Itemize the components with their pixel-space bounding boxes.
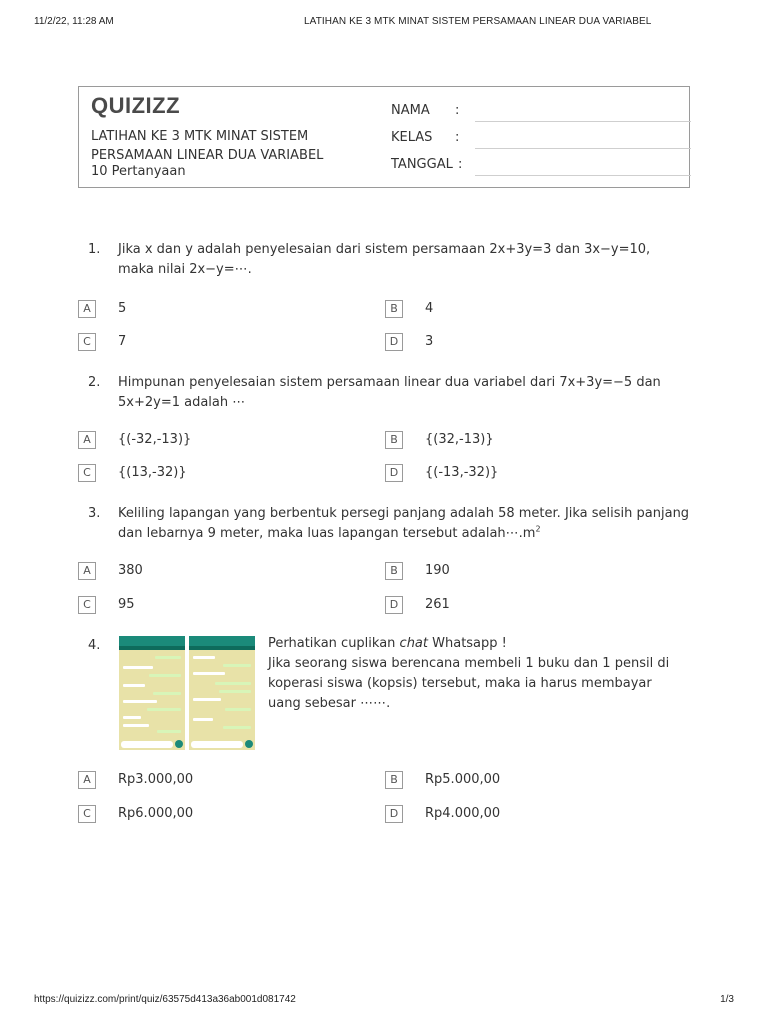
option-value: 95 <box>118 597 135 612</box>
option-c[interactable] <box>78 805 378 825</box>
option-letter: A <box>78 300 96 318</box>
quiz-title: LATIHAN KE 3 MTK MINAT SISTEM PERSAMAAN LINEAR DUA VARIABEL <box>91 129 324 163</box>
print-url: https://quizizz.com/print/quiz/63575d413a36ab001d081742 <box>34 994 296 1005</box>
question-text: Jika x dan y adalah penyelesaian dari sistem persamaan 2x+3y=3 dan 3x−y=10, maka nilai 2x−y=⋯. <box>118 242 651 277</box>
option-value: {(32,-13)} <box>425 432 494 447</box>
option-value: Rp6.000,00 <box>118 806 194 821</box>
question-number: 2. <box>88 375 101 390</box>
option-letter: A <box>78 431 96 449</box>
print-title: LATIHAN KE 3 MTK MINAT SISTEM PERSAMAAN LINEAR DUA VARIABEL <box>304 16 652 27</box>
option-b[interactable] <box>385 771 685 791</box>
option-letter: C <box>78 596 96 614</box>
option-value: 5 <box>118 301 127 316</box>
option-letter: C <box>78 464 96 482</box>
superscript: 2 <box>535 524 541 534</box>
question-text: Himpunan penyelesaian sistem persamaan linear dua variabel dari 7x+3y=−5 dan 5x+2y=1 adalah ⋯ <box>118 375 661 410</box>
date-line <box>475 175 691 176</box>
send-icon <box>245 740 253 748</box>
option-a[interactable] <box>78 562 378 582</box>
option-d[interactable] <box>385 464 685 484</box>
option-value: Rp3.000,00 <box>118 772 194 787</box>
option-letter: D <box>385 596 403 614</box>
date-field <box>391 157 463 172</box>
quizizz-logo: QUIZIZZ <box>91 93 181 118</box>
class-label: KELAS <box>391 130 433 145</box>
date-label: TANGGAL <box>391 157 453 172</box>
class-field <box>391 130 460 145</box>
option-value: 261 <box>425 597 450 612</box>
option-c[interactable] <box>78 464 378 484</box>
name-colon: : <box>455 103 460 118</box>
page-number: 1/3 <box>720 994 734 1005</box>
option-letter: B <box>385 771 403 789</box>
option-b[interactable] <box>385 431 685 451</box>
whatsapp-chat-screenshot <box>119 636 255 750</box>
option-d[interactable] <box>385 333 685 353</box>
option-letter: C <box>78 333 96 351</box>
option-value: Rp4.000,00 <box>425 806 501 821</box>
option-letter: B <box>385 300 403 318</box>
option-a[interactable] <box>78 300 378 320</box>
quiz-header-box <box>78 86 690 188</box>
option-value: {(-32,-13)} <box>118 432 192 447</box>
class-colon: : <box>455 130 460 145</box>
option-letter: C <box>78 805 96 823</box>
date-colon: : <box>458 157 463 172</box>
option-letter: B <box>385 562 403 580</box>
option-value: 4 <box>425 301 434 316</box>
option-value: 7 <box>118 334 127 349</box>
option-a[interactable] <box>78 771 378 791</box>
option-b[interactable] <box>385 562 685 582</box>
option-letter: D <box>385 464 403 482</box>
option-value: 3 <box>425 334 434 349</box>
option-letter: D <box>385 805 403 823</box>
option-letter: A <box>78 771 96 789</box>
chat-phone-right <box>189 636 255 750</box>
send-icon <box>175 740 183 748</box>
chat-phone-left <box>119 636 185 750</box>
option-letter: D <box>385 333 403 351</box>
option-b[interactable] <box>385 300 685 320</box>
option-c[interactable] <box>78 596 378 616</box>
question-number: 3. <box>88 506 101 521</box>
name-field <box>391 103 460 118</box>
question-count: 10 Pertanyaan <box>91 164 186 179</box>
option-value: {(-13,-32)} <box>425 465 499 480</box>
text-emphasis: chat <box>399 636 428 651</box>
option-d[interactable] <box>385 596 685 616</box>
option-c[interactable] <box>78 333 378 353</box>
option-a[interactable] <box>78 431 378 451</box>
question-number: 1. <box>88 242 101 257</box>
option-letter: B <box>385 431 403 449</box>
option-value: 190 <box>425 563 450 578</box>
text-part: Perhatikan cuplikan <box>268 636 400 651</box>
option-d[interactable] <box>385 805 685 825</box>
question-text-wrap <box>118 504 690 544</box>
name-label: NAMA <box>391 103 430 118</box>
print-datetime: 11/2/22, 11:28 AM <box>34 16 114 27</box>
option-value: {(13,-32)} <box>118 465 187 480</box>
option-letter: A <box>78 562 96 580</box>
name-line <box>475 121 691 122</box>
option-value: Rp5.000,00 <box>425 772 501 787</box>
text-part: Whatsapp ! <box>428 636 507 651</box>
class-line <box>475 148 691 149</box>
option-value: 380 <box>118 563 143 578</box>
question-4-text <box>268 634 688 714</box>
question-number: 4. <box>88 638 101 653</box>
question-4-line1 <box>268 634 688 654</box>
question-text: Jika seorang siswa berencana membeli 1 buku dan 1 pensil di koperasi siswa (kopsis) tersebut, maka ia harus membayar uang sebesar ⋯⋯. <box>268 656 670 711</box>
question-text: Keliling lapangan yang berbentuk persegi panjang adalah 58 meter. Jika selisih panjang dan lebarnya 9 meter, maka luas lapangan tersebut adalah⋯.m <box>118 506 690 541</box>
